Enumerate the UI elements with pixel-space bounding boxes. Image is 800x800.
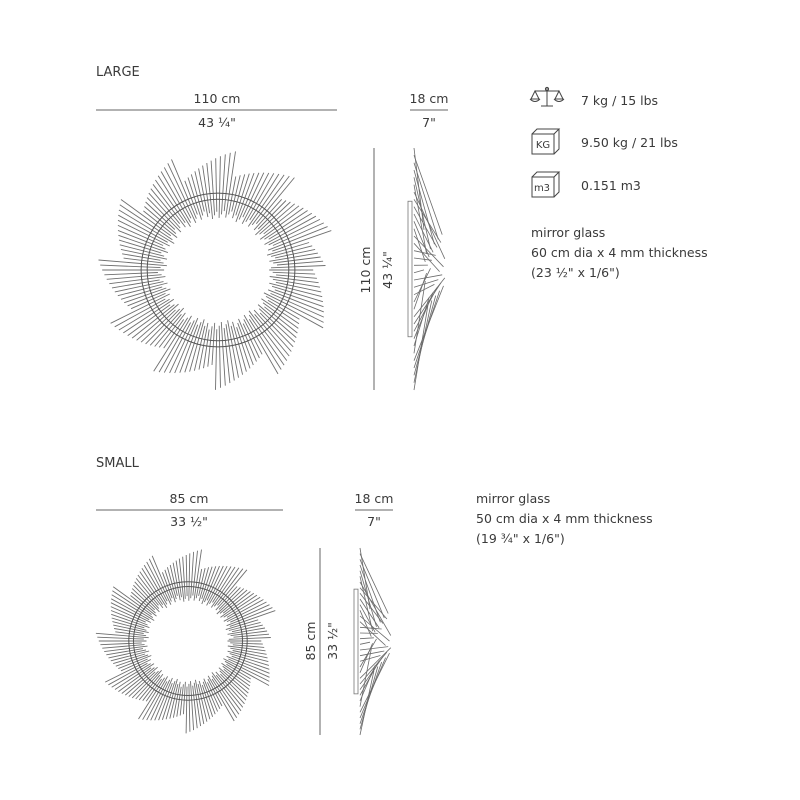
large-ray: [131, 293, 165, 308]
small-depth-in: 7": [367, 514, 381, 529]
large-ray: [249, 311, 287, 361]
large-side-rod: [414, 243, 440, 271]
small-ray: [189, 684, 190, 732]
large-material-line-3: (23 ½" x 1/6"): [531, 265, 620, 280]
large-ray: [137, 304, 179, 340]
small-side-rod: [360, 647, 388, 650]
large-ray: [100, 265, 160, 268]
small-ray: [212, 672, 241, 710]
large-side-rod: [414, 170, 434, 244]
large-depth-dimension: [410, 91, 449, 130]
small-height-cm: 85 cm: [303, 621, 318, 661]
large-depth-cm: 18 cm: [409, 91, 449, 106]
small-ray: [229, 638, 271, 640]
small-front-view: [96, 550, 275, 734]
large-side-rod: [414, 270, 424, 273]
small-material-line-3: (19 ¾" x 1/6"): [476, 531, 565, 546]
small-ray: [186, 555, 187, 596]
large-ray: [107, 275, 162, 280]
scale-icon: [530, 87, 564, 106]
small-side-rod: [360, 642, 370, 644]
small-side-view: [354, 548, 391, 735]
small-width-cm: 85 cm: [169, 491, 209, 506]
large-ray: [233, 322, 247, 372]
small-material-line-1: mirror glass: [476, 491, 551, 506]
small-height-in: 33 ½": [325, 622, 340, 660]
small-label: SMALL: [96, 456, 139, 471]
large-ray: [216, 329, 217, 390]
small-ray: [183, 682, 185, 714]
large-side-rod: [414, 258, 432, 260]
small-height-dimension: [303, 548, 340, 735]
large-side-mount: [408, 201, 412, 337]
large-ray: [264, 293, 324, 323]
large-ray: [254, 310, 291, 351]
small-material-block: [476, 491, 653, 546]
large-ray: [271, 266, 326, 268]
large-label: LARGE: [96, 65, 140, 80]
small-ray: [129, 672, 155, 697]
large-ray: [104, 273, 157, 275]
spec-weight-gross: 9.50 kg / 21 lbs: [581, 135, 678, 150]
large-material-line-1: mirror glass: [531, 225, 606, 240]
large-ray: [260, 313, 293, 347]
small-material-line-2: 50 cm dia x 4 mm thickness: [476, 511, 653, 526]
small-ray: [230, 643, 263, 644]
large-side-rod: [414, 275, 442, 280]
large-ray: [236, 174, 250, 216]
kg-box-icon: [532, 129, 559, 154]
large-ray: [269, 283, 322, 297]
small-ray: [186, 687, 187, 734]
large-ray: [141, 310, 175, 342]
small-ray: [97, 637, 144, 639]
small-ray: [100, 643, 141, 645]
volume-cube-icon: [532, 172, 559, 197]
volume-cube-icon-text: m3: [533, 183, 551, 194]
large-width-cm: 110 cm: [193, 91, 241, 106]
small-depth-dimension: [355, 491, 394, 529]
large-side-rod: [414, 280, 438, 288]
large-width-in: 43 ¼": [198, 115, 236, 130]
small-side-rod: [360, 671, 374, 735]
spec-volume: 0.151 m3: [581, 178, 641, 193]
large-ring: [147, 199, 289, 341]
large-height-dimension: [358, 148, 395, 390]
large-material-block: [531, 225, 708, 280]
spec-weight-net: 7 kg / 15 lbs: [581, 93, 659, 108]
large-ray: [273, 272, 315, 274]
large-height-cm: 110 cm: [358, 246, 373, 294]
large-side-view: [408, 148, 445, 390]
large-ray: [212, 323, 215, 365]
large-material-line-2: 60 cm dia x 4 mm thickness: [531, 245, 708, 260]
large-ray: [267, 243, 309, 256]
large-height-in: 43 ¼": [380, 251, 395, 289]
small-width-in: 33 ½": [170, 514, 208, 529]
large-ray: [128, 305, 170, 336]
small-side-rod: [360, 638, 374, 639]
small-width-dimension: [96, 491, 283, 529]
large-front-view: [99, 151, 332, 390]
small-side-rod: [360, 651, 384, 656]
small-side-mount: [354, 589, 358, 694]
small-ray: [189, 553, 190, 600]
large-depth-in: 7": [422, 115, 436, 130]
small-depth-cm: 18 cm: [354, 491, 394, 506]
kg-box-icon-text: KG: [535, 140, 551, 151]
large-width-dimension: [96, 91, 337, 130]
small-ring: [134, 587, 243, 696]
large-ray: [219, 326, 220, 388]
large-ray: [219, 156, 220, 218]
large-side-rod: [414, 185, 427, 254]
large-ray: [216, 158, 217, 211]
small-ray: [125, 667, 157, 695]
large-ray: [99, 260, 167, 266]
